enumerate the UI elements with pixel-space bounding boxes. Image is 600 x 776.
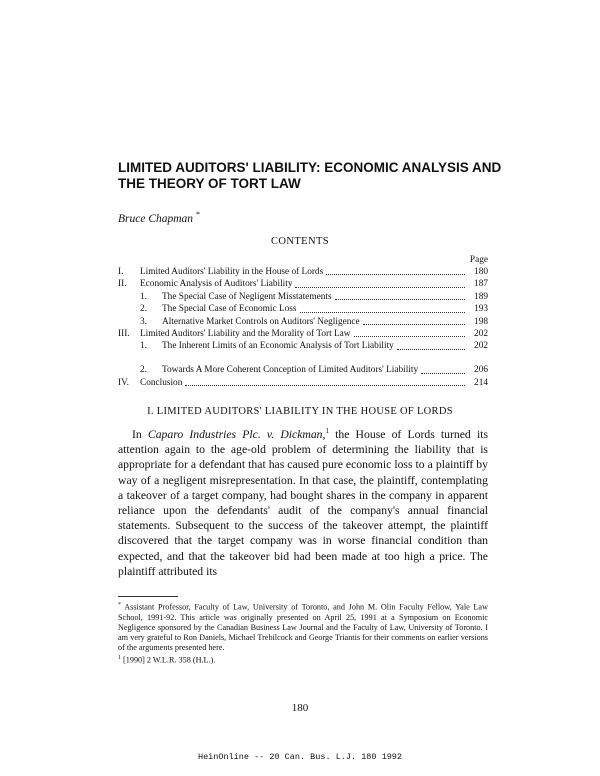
toc-entry-page: 187: [474, 279, 488, 290]
page-number: 180: [291, 702, 309, 714]
toc-entry-number: 2.: [140, 304, 147, 315]
toc-entry-title: The Special Case of Economic Loss: [162, 304, 297, 315]
toc-entry-page: 206: [474, 365, 488, 376]
toc-entry: [118, 278, 488, 290]
footnote: [118, 600, 488, 653]
footnote-ref: 1: [325, 427, 329, 435]
toc-leader-dots: [397, 349, 465, 350]
toc-entry-number: 2.: [140, 365, 147, 376]
footnote: [118, 653, 488, 666]
paragraph-lead: In: [132, 427, 148, 441]
toc-entry-number: 3.: [140, 316, 147, 327]
toc-entry: [118, 340, 488, 352]
toc-entry-title: Conclusion: [140, 377, 183, 388]
paragraph-text: the House of Lords turned its attention again to the age-old problem of determining the liability that is appropriate for a defendant that has caused pure economic loss to a plaintiff by way of a negligent misrepresentation. In that case, the plaintiff, contemplating a takeover of a target company, had bought shares in the company in apparent reliance upon the defendants' audit of the company's annual financial statements. Subsequent to the success of the takeover attempt, the plaintiff discovered that the target company was in worse financial condition than expected, and that the takeover bid had been made at too high a price. The plaintiff attributed its: [118, 427, 488, 578]
author-name-text: Bruce Chapman: [118, 212, 194, 225]
toc-entry-page: 193: [474, 304, 488, 315]
toc-page-label: Page: [469, 255, 488, 265]
section-heading: I. LIMITED AUDITORS' LIABILITY IN THE HOUSE OF LORDS: [147, 406, 453, 417]
toc-entry-page: 202: [474, 341, 488, 352]
toc-entry: [118, 353, 488, 377]
footnote-mark: 1: [118, 654, 121, 661]
toc-leader-dots: [295, 287, 465, 288]
toc-entry-title: Alternative Market Controls on Auditors' Negligence: [162, 316, 360, 327]
toc-entry-title: Towards A More Coherent Conception of Limited Auditors' Liability: [162, 365, 419, 376]
toc-rows: [118, 266, 488, 389]
toc-entry: [118, 316, 488, 328]
toc-leader-dots: [326, 274, 465, 275]
toc-leader-dots: [421, 373, 465, 374]
toc-entry-number: IV.: [118, 377, 129, 388]
toc-entry-page: 214: [474, 377, 488, 388]
toc-entry-title: Economic Analysis of Auditors' Liability: [140, 279, 293, 290]
toc-entry: [118, 377, 488, 389]
footnote-divider: [118, 596, 178, 597]
toc-leader-dots: [335, 299, 465, 300]
article-title: LIMITED AUDITORS' LIABILITY: ECONOMIC ANALYSIS AND THE THEORY OF TORT LAW: [118, 160, 502, 191]
toc-entry-page: 198: [474, 316, 488, 327]
toc-leader-dots: [185, 385, 465, 386]
toc-entry-title: The Special Case of Negligent Misstatements: [162, 291, 332, 302]
toc-leader-dots: [300, 312, 465, 313]
table-of-contents: [118, 254, 488, 389]
toc-entry-number: I.: [118, 266, 124, 277]
contents-heading: CONTENTS: [270, 236, 330, 247]
footnote-text: [1990] 2 W.L.R. 358 (H.L.).: [123, 655, 216, 665]
toc-entry-page: 180: [474, 266, 488, 277]
author-name: [118, 210, 200, 225]
case-name: Caparo Industries Plc. v. Dickman,: [147, 427, 326, 441]
toc-entry-number: III.: [118, 328, 130, 339]
toc-entry-title: The Inherent Limits of an Economic Analysis of Tort Liability: [162, 341, 394, 352]
toc-entry-page: 189: [474, 291, 488, 302]
toc-entry: [118, 266, 488, 278]
heinonline-footer: HeinOnline -- 20 Can. Bus. L.J. 180 1992: [197, 752, 403, 762]
toc-entry: [118, 291, 488, 303]
toc-entry-page: 202: [474, 328, 488, 339]
toc-entry: [118, 303, 488, 315]
toc-leader-dots: [363, 324, 465, 325]
footnote-mark: *: [118, 602, 121, 608]
toc-entry-title: Limited Auditors' Liability in the House of Lords: [140, 266, 324, 277]
toc-entry-number: 1.: [140, 341, 147, 352]
toc-entry: [118, 328, 488, 340]
footnotes: [118, 600, 488, 665]
body-paragraph: [118, 424, 488, 579]
toc-entry-number: II.: [118, 279, 127, 290]
toc-entry-title: Limited Auditors' Liability and the Morality of Tort Law: [140, 328, 351, 339]
author-footnote-mark: *: [195, 210, 200, 219]
toc-leader-dots: [354, 336, 465, 337]
toc-entry-number: 1.: [140, 291, 147, 302]
footnote-text: Assistant Professor, Faculty of Law, University of Toronto, and John M. Olin Faculty Fellow, Yale Law School, 1991-92. This article was originally presented on April 25, 1991 at a Symposium on Economic Negligence sponsored by the Canadian Business Law Journal and the Faculty of Law, University of Toronto. I am very grateful to Ron Daniels, Michael Trebilcock and George Triantis for their comments on earlier versions of the arguments presented here.: [118, 602, 488, 652]
